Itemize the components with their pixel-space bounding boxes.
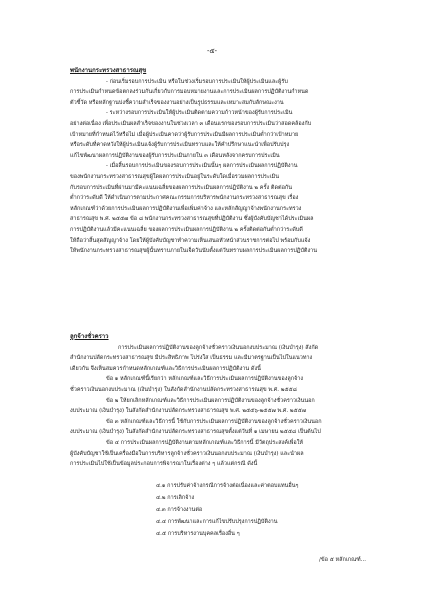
paragraph-line: - ระหว่างรอบการประเมินให้ผู้ประเมินติดตามความก้าวหน้าของผู้รับการประเมิน — [106, 110, 293, 117]
section-employee — [70, 66, 370, 257]
paragraph-line: ของพนักงานกระทรวงสาธารณสุขผู้ใดผลการประเมินอยู่ในระดับใดเมื่อรวมผลการประเมิน — [70, 173, 280, 180]
clause-line: การประเมินไปใช้เป็นข้อมูลประกอบการพิจารณาในเรื่องต่าง ๆ แล้วแต่กรณี ดังนี้ — [70, 461, 258, 468]
paragraph-line: สาธารณสุข พ.ศ. ๒๕๕๗ ข้อ ๘ พนักงานกระทรวงสาธารณสุขที่ปฏิบัติงาน ซึ่งผู้บังคับบัญชาได้ประเมินผล — [70, 216, 314, 223]
clause-line: งบประมาณ (เงินบำรุง) ในสังกัดสำนักงานปลัดกระทรวงสาธารณสุขตั้งแต่วันที่ ๑ เมษายน ๒๕๕๘ เป็นต้นไป — [70, 429, 321, 436]
paragraph-line: การปฏิบัติงานแล้วมีคะแนนเฉลี่ย ของผลการประเมินผลการปฏิบัติงาน ๒ ครั้งติดต่อกันต่ำกว่าระดับดี — [70, 226, 303, 233]
paragraph-line: เดียวกัน จึงเห็นสมควรกำหนดหลักเกณฑ์และวิธีการประเมินผลการปฏิบัติงาน ดังนี้ — [70, 365, 261, 372]
paragraph-line: หลักเกณฑ์ว่าด้วยการประเมินผลการปฏิบัติงานเพื่อเพิ่มค่าจ้าง และหลักสัญญาจ้างพนักงานกระทรวง — [70, 205, 302, 212]
paragraph-line: เป้าหมายที่กำหนดไว้หรือไม่ เมื่อผู้ประเมินคาดว่าผู้รับการประเมินมีผลการประเมินต่ำกว่าเป้าหมาย — [70, 131, 299, 138]
paragraph-line: อย่างต่อเนื่อง เพื่อประเมินผลสำเร็จของงานในช่วงเวลา ๓ เดือนแรกของรอบการประเมินว่าสอดคล้องกับ — [70, 120, 312, 127]
paragraph-line: ตัวชี้วัด หรือหลักฐานบ่งชี้ความสำเร็จของงานอย่างเป็นรูปธรรมและเหมาะสมกับลักษณะงาน — [70, 99, 284, 106]
paragraph-line: - เมื่อสิ้นรอบการประเมินของรอบการประเมินนั้นๆ ผลการประเมินผลการปฏิบัติงาน — [106, 163, 298, 170]
paragraph-line: ต่ำกว่าระดับดี ให้ดำเนินการตามประกาศคณะกรรมการบริหารพนักงานกระทรวงสาธารณสุข เรื่อง — [70, 195, 299, 202]
paragraph-line: กับรอบการประเมินที่ผ่านมามีคะแนนเฉลี่ยของผลการประเมินผลการปฏิบัติงาน ๒ ครั้ง ติดต่อกัน — [70, 184, 292, 191]
list-item: ๔.๔ การพัฒนาและการแก้ไขปรับปรุงการปฏิบัติงาน — [156, 519, 278, 525]
continuation-note: /ข้อ ๕ หลักเกณฑ์... — [318, 557, 366, 563]
clause-line: ชั่วคราวเงินนอกงบประมาณ (เงินบำรุง) ในสังกัดสำนักงานปลัดกระทรวงสาธารณสุข พ.ศ. ๒๕๕๘ — [70, 386, 297, 393]
section-heading-employee: พนักงานกระทรวงสาธารณสุข — [70, 67, 147, 74]
clause-line: ข้อ ๒ ให้ยกเลิกหลักเกณฑ์และวิธีการประเมินผลการปฏิบัติงานของลูกจ้างชั่วคราวเงินนอก — [106, 397, 315, 404]
list-item: ๔.๑ การปรับค่าจ้างกรณีการจ้างต่อเนื่องและค่าตอบแทนอื่นๆ — [156, 483, 299, 489]
paragraph-line: ให้ถือว่าสิ้นสุดสัญญาจ้าง โดยให้ผู้บังคับบัญชาทำความเห็นเสนอหัวหน้าส่วนราชการต่อไป พร้อมกับแจ้ง — [70, 237, 311, 244]
paragraph-line: หรือระดับที่คาดหวังให้ผู้ประเมินแจ้งผู้รับการประเมินทราบและให้คำปรึกษาแนะนำเพื่อปรับปรุง — [70, 142, 290, 149]
paragraph-line: ให้พนักงานกระทรวงสาธารณสุขผู้นั้นทราบภายในเจ็ดวันนับตั้งแต่วันทราบผลการประเมินผลการปฏิบัติงาน — [70, 248, 318, 255]
section-temporary-staff — [70, 332, 370, 470]
section-heading-temporary: ลูกจ้างชั่วคราว — [70, 333, 109, 340]
list-item: ๔.๒ การเลิกจ้าง — [156, 495, 195, 501]
page-number: -๕- — [206, 47, 218, 55]
list-item: ๔.๕ การบริหารงานบุคคลเรื่องอื่น ๆ — [156, 531, 240, 537]
paragraph-line: - ก่อนเริ่มรอบการประเมิน หรือในช่วงเริ่มรอบการประเมินให้ผู้ประเมินและผู้รับ — [106, 78, 288, 85]
clause-line: ผู้บังคับบัญชาใช้เป็นเครื่องมือในการบริหารลูกจ้างชั่วคราวเงินนอกงบประมาณ (เงินบำรุง) และนำผล — [70, 450, 304, 457]
purpose-list — [70, 480, 370, 540]
paragraph-line: แก้ไขพัฒนาผลการปฏิบัติงานของผู้รับการประเมินภายใน ๓ เดือนหลังจากครบการประเมิน — [70, 152, 280, 159]
paragraph-line: การประเมินกำหนดข้อตกลงร่วมกันเกี่ยวกับการมอบหมายงานและการประเมินผลการปฏิบัติงานกำหนด — [70, 89, 309, 96]
clause-line: งบประมาณ (เงินบำรุง) ในสังกัดสำนักงานปลัดกระทรวงสาธารณสุข พ.ศ. ๒๕๕๖-๒๕๕๗ พ.ศ. ๒๕๕๗ — [70, 408, 306, 415]
list-item: ๔.๓ การจ้างงานต่อ — [156, 507, 203, 513]
clause-line: ข้อ ๔ การประเมินผลการปฏิบัติงานตามหลักเกณฑ์และวิธีการนี้ มีวัตถุประสงค์เพื่อให้ — [106, 439, 304, 446]
clause-line: ข้อ ๓ หลักเกณฑ์และวิธีการนี้ ใช้กับการประเมินผลการปฏิบัติงานของลูกจ้างชั่วคราวเงินนอก — [106, 418, 322, 425]
clause-line: ข้อ ๑ หลักเกณฑ์นี้เรียกว่า หลักเกณฑ์และวิธีการประเมินผลการปฏิบัติงานของลูกจ้าง — [106, 376, 304, 383]
paragraph-line: สำนักงานปลัดกระทรวงสาธารณสุข มีประสิทธิภาพ โปร่งใส เป็นธรรม และมีมาตรฐานเป็นไปในแนวทาง — [70, 355, 313, 362]
paragraph-line: การประเมินผลการปฏิบัติงานของลูกจ้างชั่วคราวเงินนอกงบประมาณ (เงินบำรุง) สังกัด — [118, 344, 319, 351]
